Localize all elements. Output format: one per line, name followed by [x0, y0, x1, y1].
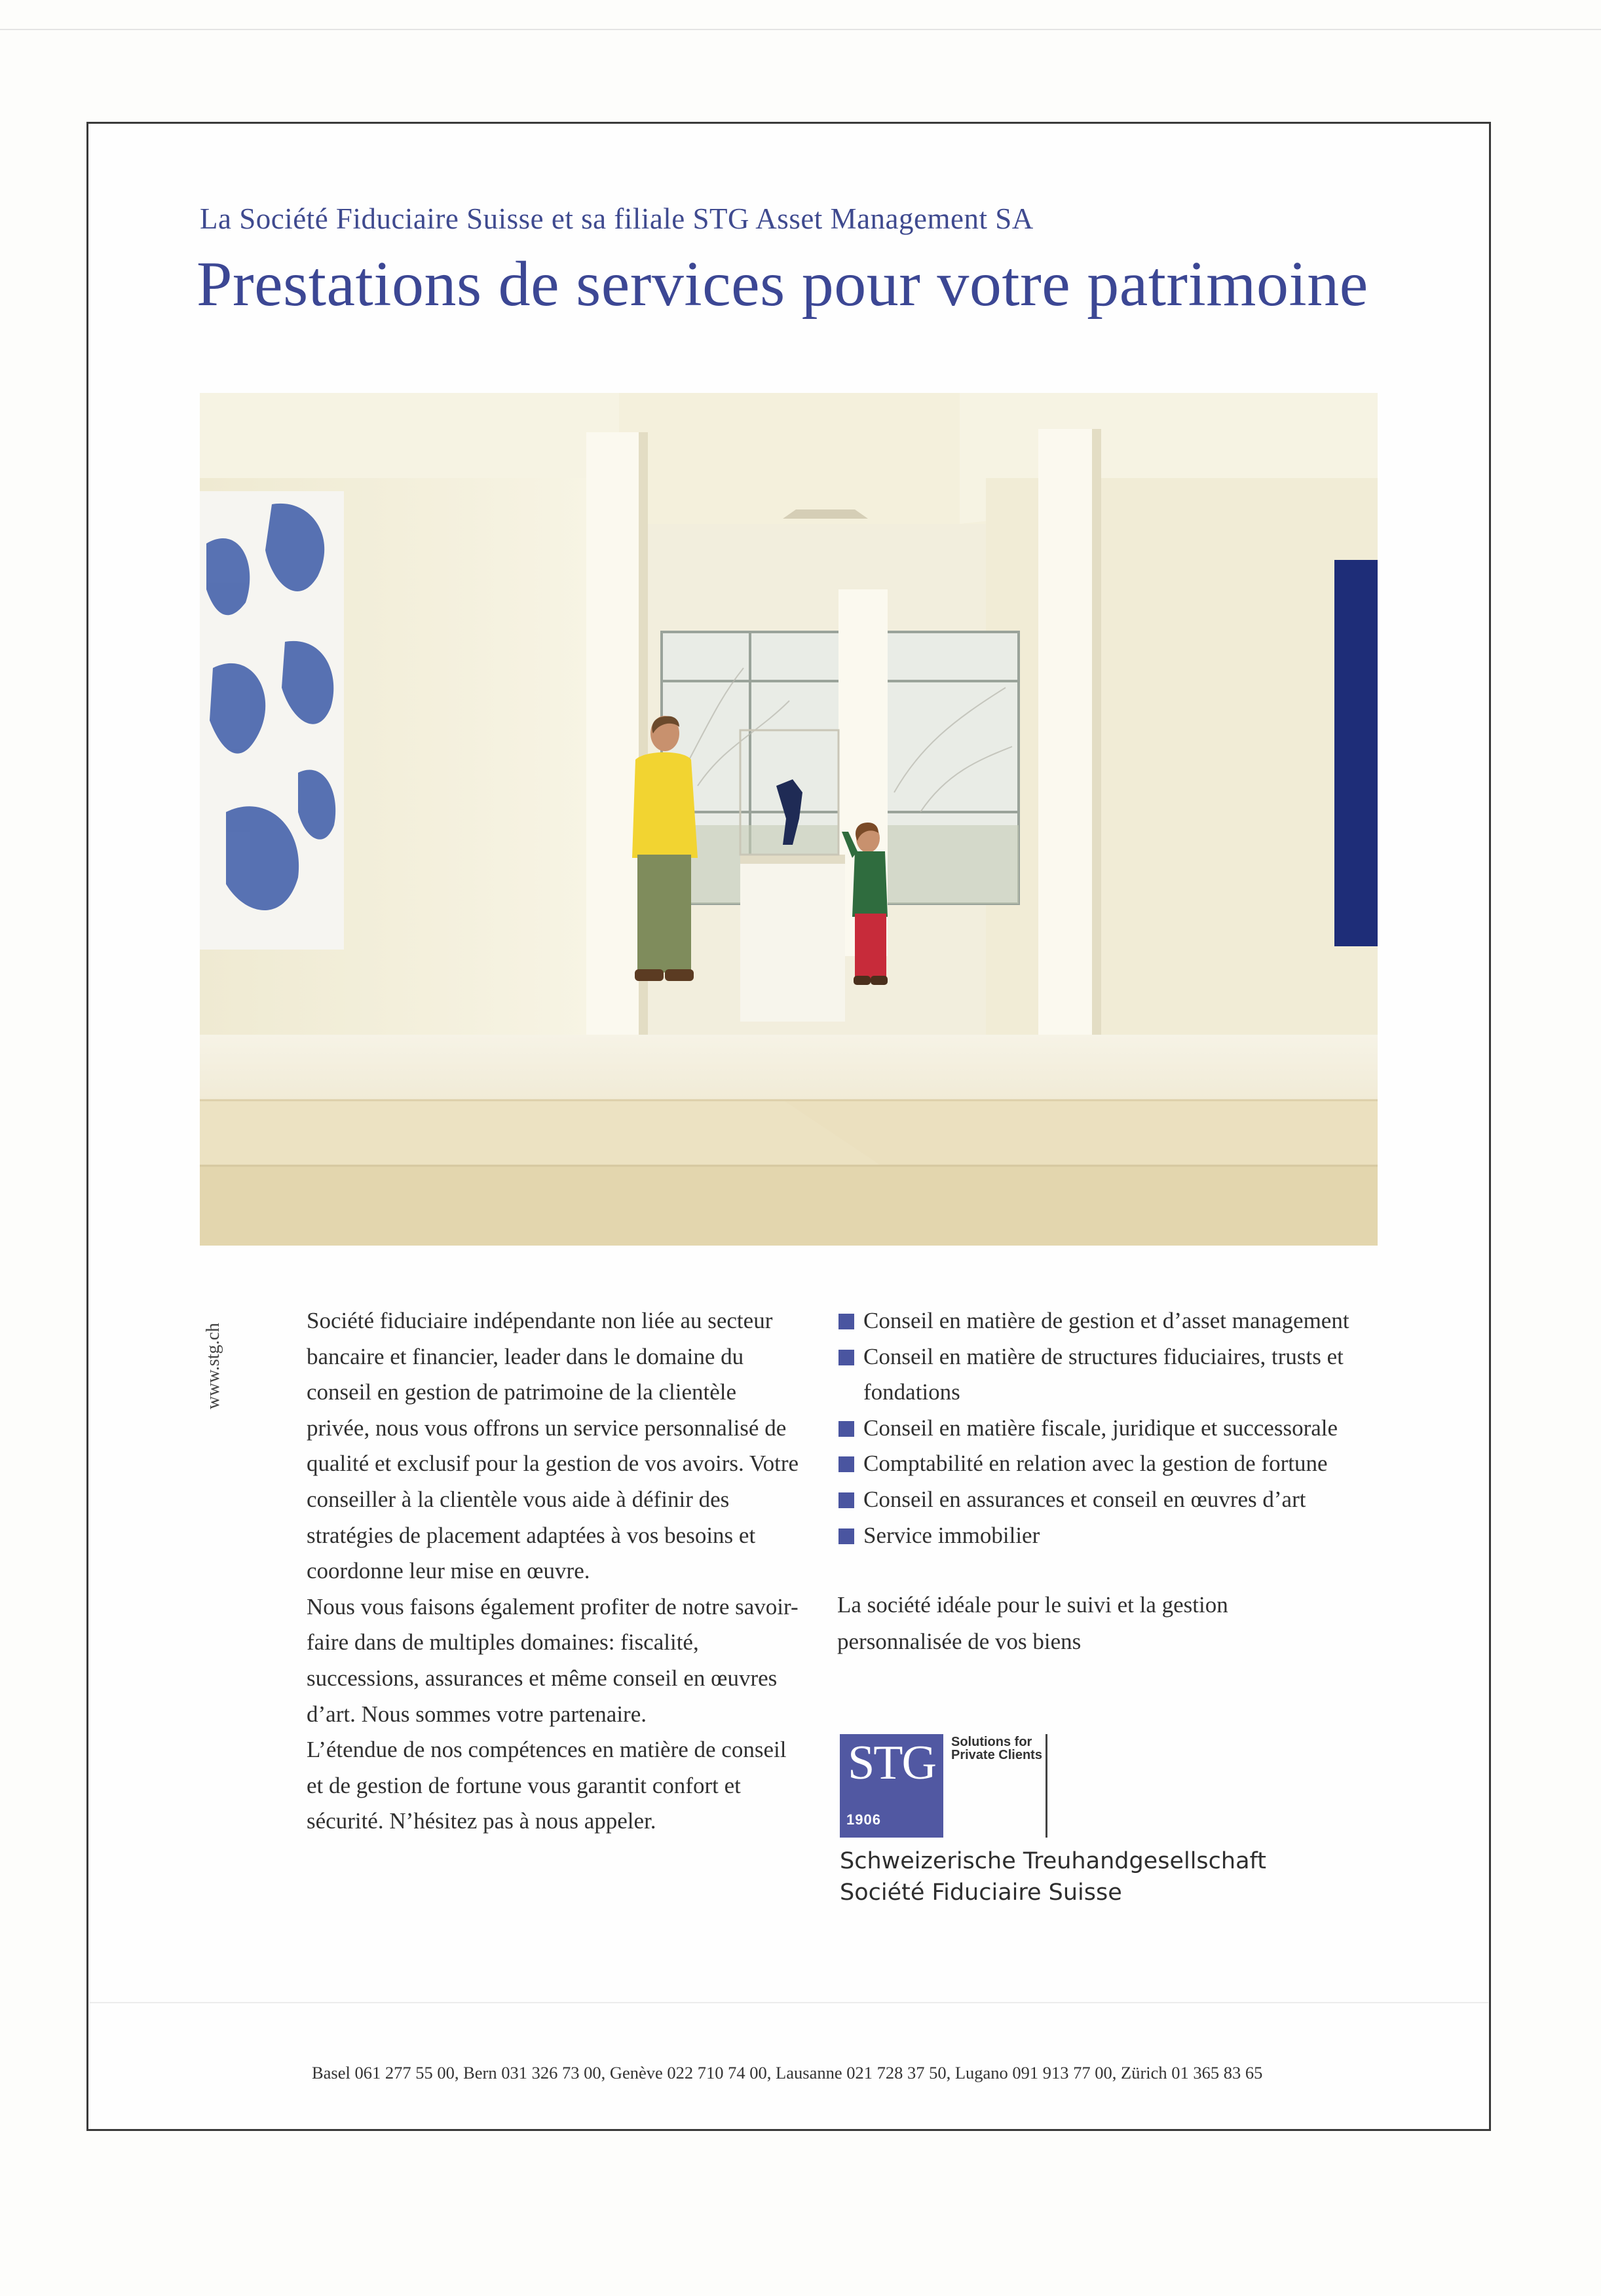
- logo-divider: [1045, 1734, 1047, 1838]
- service-item: [837, 1482, 1401, 1518]
- square-bullet-icon: [838, 1456, 854, 1472]
- gallery-illustration: [200, 393, 1378, 1246]
- square-bullet-icon: [838, 1492, 854, 1508]
- service-label: Conseil en matière de structures fiduciaires, trusts et fondations: [863, 1343, 1344, 1405]
- intro-paragraph: Société fiduciaire indépendante non liée au secteur bancaire et financier, leader dans le domaine du conseil en gestion de patrimoine de la clientèle privée, nous vous offrons un service personnalisé de qualité et exclusif pour la gestion de vos avoirs. Votre conseiller à la clientèle vous aide à définir des stratégies de placement adaptées à vos besoins et coordonne leur mise en œuvre.: [307, 1308, 799, 1584]
- square-bullet-icon: [838, 1350, 854, 1365]
- company-names: [840, 1845, 1266, 1908]
- pedestal: [740, 855, 845, 1022]
- logo-tagline: Solutions for Private Clients: [951, 1735, 1042, 1762]
- service-item: [837, 1339, 1401, 1411]
- service-item: [837, 1303, 1401, 1339]
- header-title: Prestations de services pour votre patrimoine: [197, 249, 1368, 320]
- services-list: [837, 1303, 1401, 1553]
- side-url-text: www.stg.ch: [203, 1323, 223, 1409]
- service-label: Conseil en matière fiscale, juridique et successorale: [863, 1415, 1338, 1441]
- service-label: Comptabilité en relation avec la gestion de fortune: [863, 1451, 1328, 1477]
- logo-mark: STG: [848, 1736, 935, 1790]
- square-bullet-icon: [838, 1528, 854, 1544]
- company-name-fr: Société Fiduciaire Suisse: [840, 1879, 1122, 1906]
- footer-divider: [89, 2002, 1488, 2003]
- gallery-photo: [200, 393, 1378, 1246]
- intro-paragraph: L’étendue de nos compétences en matière de conseil et de gestion de fortune vous garantit confort et sécurité. N’hésitez pas à nous appeler.: [307, 1737, 787, 1834]
- logo-box: [840, 1734, 943, 1838]
- service-label: Conseil en matière de gestion et d’asset management: [863, 1308, 1349, 1333]
- square-bullet-icon: [838, 1421, 854, 1437]
- side-url: [200, 1311, 227, 1409]
- intro-text: [307, 1303, 804, 1840]
- header-subtitle: La Société Fiduciaire Suisse et sa filiale STG Asset Management SA: [200, 202, 1034, 235]
- right-painting: [1334, 560, 1378, 946]
- service-item: [837, 1411, 1401, 1447]
- service-label: Conseil en assurances et conseil en œuvres d’art: [863, 1486, 1306, 1512]
- logo-year: 1906: [846, 1811, 881, 1828]
- service-item: [837, 1446, 1401, 1482]
- service-item: [837, 1518, 1401, 1554]
- stg-logo: [840, 1734, 1056, 1838]
- intro-paragraph: Nous vous faisons également profiter de notre savoir-faire dans de multiples domaines: fiscalité, successions, assurances et même conseil en œuvres d’art. Nous sommes votre partenaire.: [307, 1593, 799, 1727]
- service-label: Service immobilier: [863, 1522, 1040, 1548]
- company-name-de: Schweizerische Treuhandgesellschaft: [840, 1848, 1266, 1874]
- footer-offices: Basel 061 277 55 00, Bern 031 326 73 00, Genève 022 710 74 00, Lausanne 021 728 37 50, Lugano 091 913 77 00, Zürich 01 365 83 65: [312, 2063, 1263, 2083]
- square-bullet-icon: [838, 1314, 854, 1329]
- tagline: La société idéale pour le suivi et la gestion personnalisée de vos biens: [837, 1592, 1228, 1654]
- scan-edge-line: [0, 29, 1601, 30]
